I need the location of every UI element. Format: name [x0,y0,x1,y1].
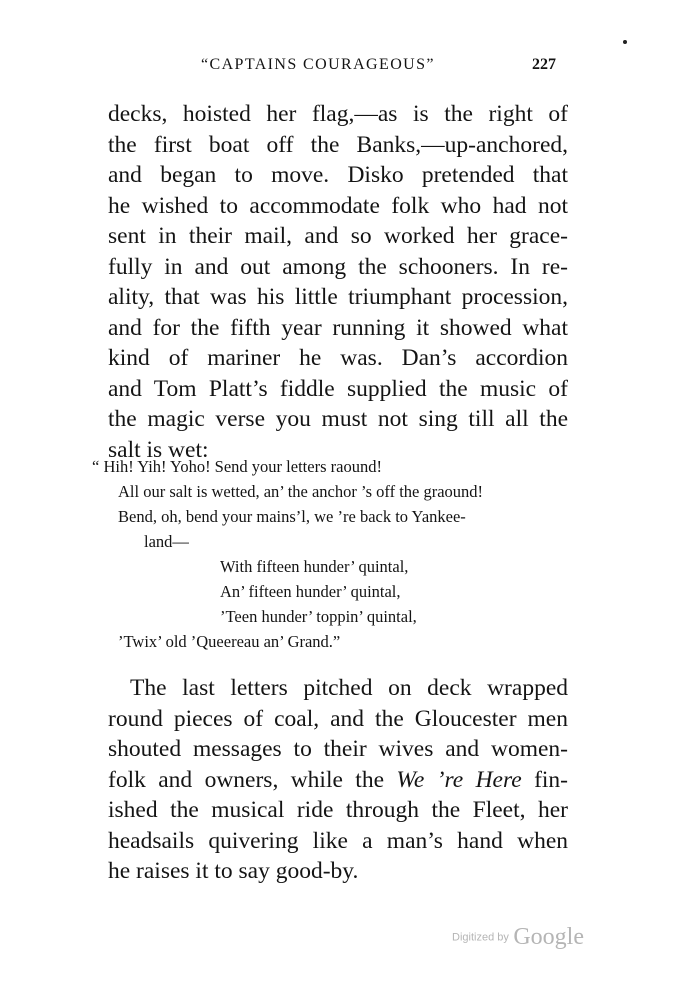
text-line: The last letters pitched on deck wrapped [130,675,568,701]
text-line [108,765,568,796]
ship-name-italic: We ’re Here [396,766,522,793]
text-line: the magic verse you must not sing till all the [108,406,568,432]
text-line: sent in their mail, and so worked her grace- [108,223,568,249]
page-speck [623,40,627,44]
google-logo: Google [513,924,584,950]
verse-line: All our salt is wetted, an’ the anchor ’s off the graound! [118,482,484,501]
text-line: headsails quivering like a man’s hand when [108,827,568,854]
text-line: the first boat off the Banks,—up-anchored, [108,131,568,158]
text-line: fully in and out among the schooners. In re- [108,253,568,280]
running-header [0,56,689,80]
text-line: and Tom Platt’s fiddle supplied the music of [108,375,568,402]
text-run: folk and owners, while the [108,766,397,793]
text-line: ality, that was his little triumphant procession, [108,284,568,310]
text-line: he wished to accommodate folk who had not [108,192,568,219]
text-line: and began to move. Disko pretended that [108,162,568,188]
text-line: round pieces of coal, and the Gloucester men [108,705,568,732]
verse-line: “ Hih! Yih! Yoho! Send your letters raound! [92,457,382,476]
text-line: he raises it to say good-by. [108,858,359,884]
text-line: decks, hoisted her flag,—as is the right of [108,101,568,127]
watermark-prefix: Digitized by [452,931,509,944]
verse-line: land— [144,532,189,551]
text-line: kind of mariner he was. Dan’s accordion [108,345,568,371]
verse-line: ’Teen hunder’ toppin’ quintal, [220,607,417,626]
digitized-watermark [452,924,584,951]
verse-line: With fifteen hunder’ quintal, [220,557,409,576]
text-run: fin- [521,766,568,793]
text-line: salt is wet: [108,436,209,463]
verse-line: ’Twix’ old ’Queereau an’ Grand.” [118,632,341,651]
text-line: and for the fifth year running it showed what [108,314,568,341]
paragraph-1 [108,99,568,465]
text-line: shouted messages to their wives and women- [108,736,568,762]
paragraph-2 [108,673,568,887]
running-title: “CAPTAINS COURAGEOUS” [201,56,435,73]
page-number: 227 [532,56,556,73]
verse-line: Bend, oh, bend your mains’l, we ’re back to Yankee- [118,507,466,526]
text-line: ished the musical ride through the Fleet, her [108,797,568,823]
verse-line: An’ fifteen hunder’ quintal, [220,582,401,601]
